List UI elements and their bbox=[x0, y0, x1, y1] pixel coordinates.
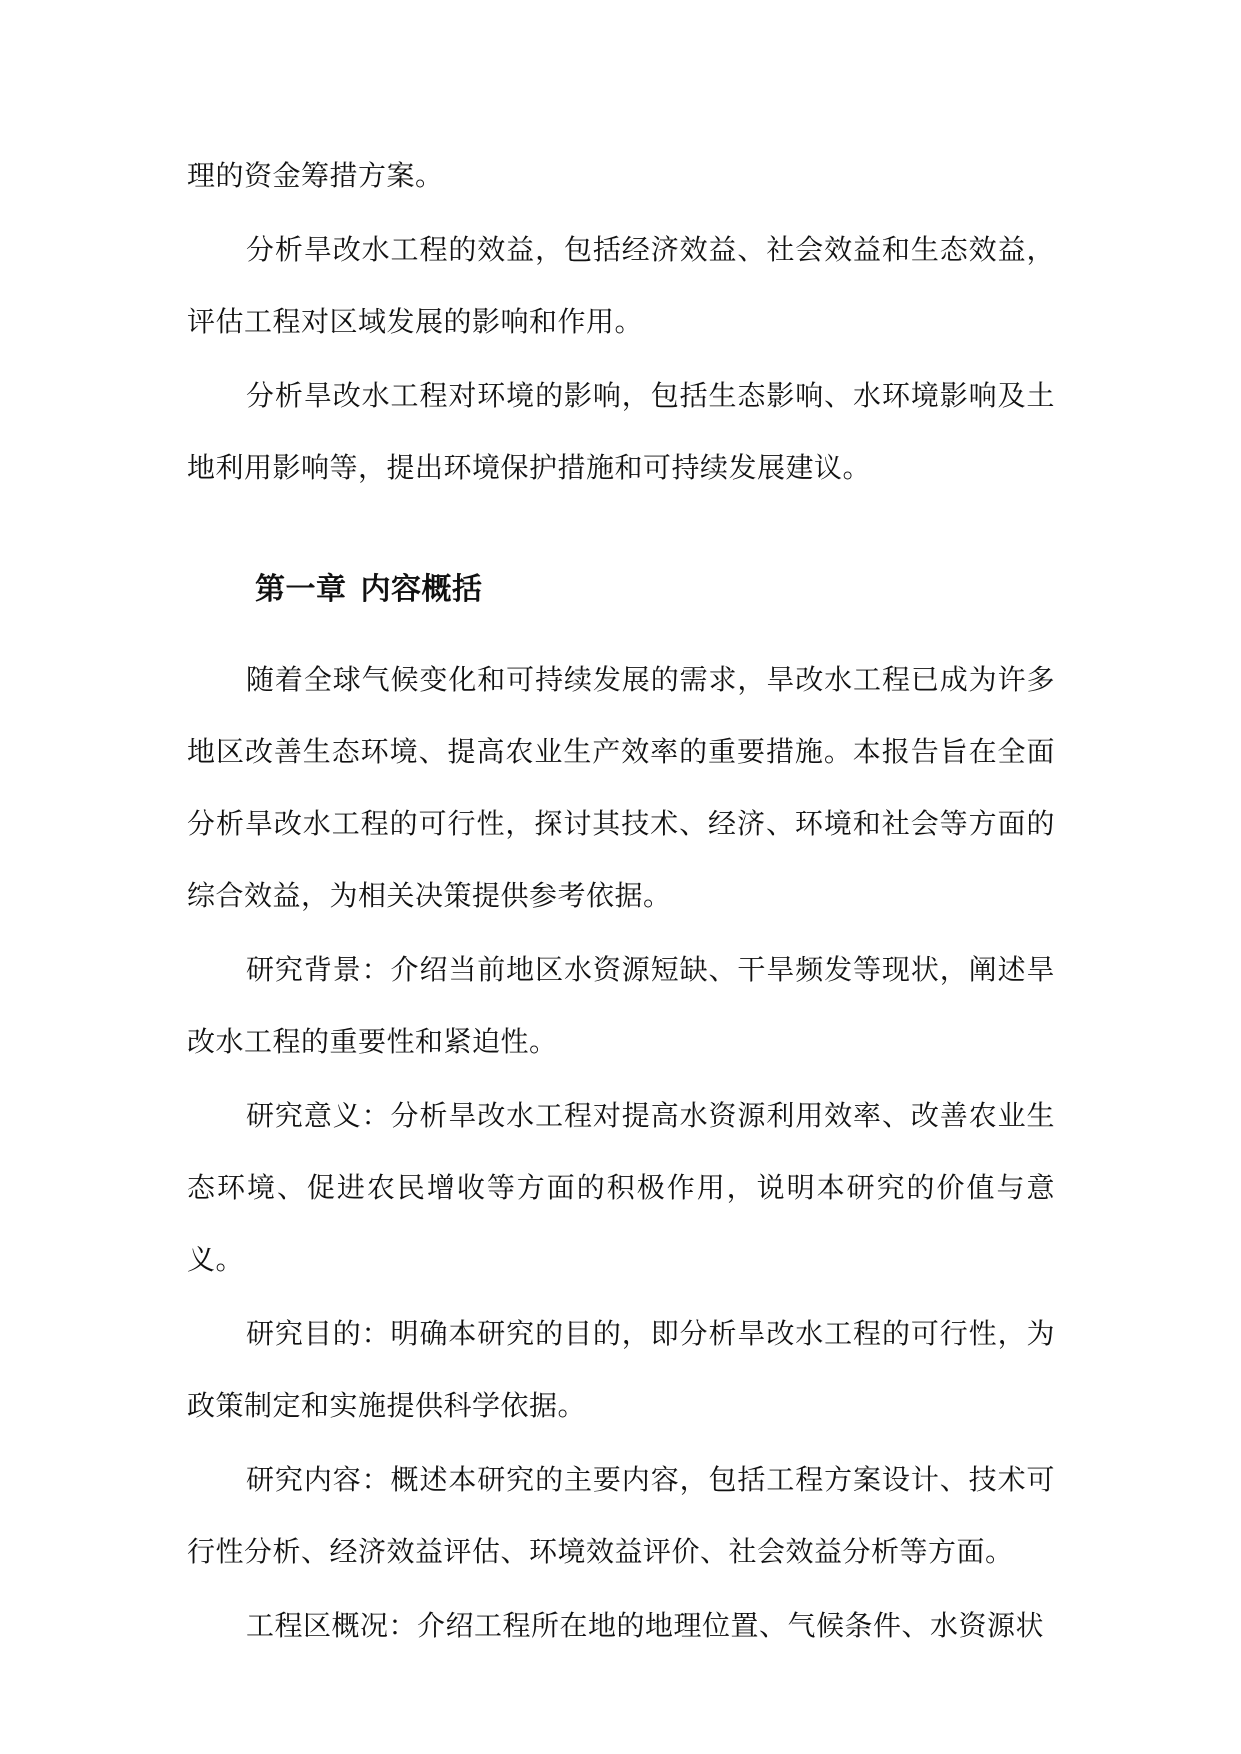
paragraph-environment: 分析旱改水工程对环境的影响，包括生态影响、水环境影响及土地利用影响等，提出环境保护措施和可持续发展建议。 bbox=[187, 379, 1055, 484]
paragraph-benefits: 分析旱改水工程的效益，包括经济效益、社会效益和生态效益，评估工程对区域发展的影响和作用。 bbox=[187, 233, 1055, 338]
paragraph-purpose: 研究目的：明确本研究的目的，即分析旱改水工程的可行性，为政策制定和实施提供科学依据。 bbox=[187, 1317, 1055, 1422]
paragraph-intro: 随着全球气候变化和可持续发展的需求，旱改水工程已成为许多地区改善生态环境、提高农业生产效率的重要措施。本报告旨在全面分析旱改水工程的可行性，探讨其技术、经济、环境和社会等方面的综合效益，为相关决策提供参考依据。 bbox=[187, 663, 1055, 912]
chapter-heading bbox=[187, 554, 1055, 626]
paragraph-funding: 理的资金筹措方案。 bbox=[187, 159, 444, 192]
document-body bbox=[187, 140, 1055, 1662]
paragraph-project-area: 工程区概况：介绍工程所在地的地理位置、气候条件、水资源状 bbox=[246, 1609, 1045, 1642]
paragraph-scope: 研究内容：概述本研究的主要内容，包括工程方案设计、技术可行性分析、经济效益评估、环境效益评价、社会效益分析等方面。 bbox=[187, 1463, 1055, 1568]
chapter-number: 第一章 bbox=[255, 572, 347, 607]
chapter-title: 内容概括 bbox=[360, 572, 483, 607]
paragraph-background: 研究背景：介绍当前地区水资源短缺、干旱频发等现状，阐述旱改水工程的重要性和紧迫性。 bbox=[187, 953, 1055, 1058]
paragraph-significance: 研究意义：分析旱改水工程对提高水资源利用效率、改善农业生态环境、促进农民增收等方面的积极作用，说明本研究的价值与意义。 bbox=[187, 1099, 1055, 1276]
